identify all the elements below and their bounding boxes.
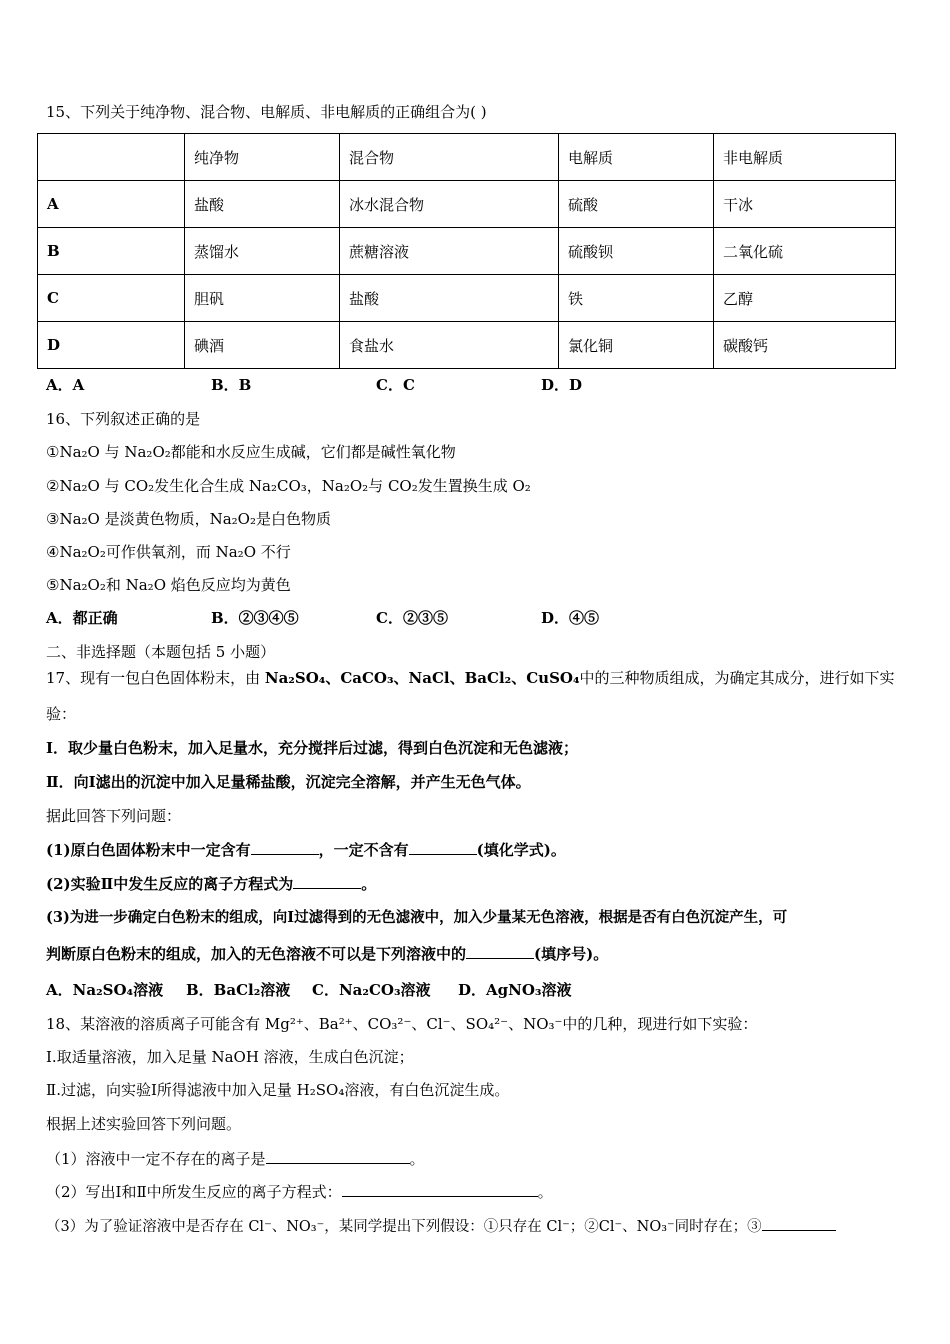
table-row <box>38 275 896 322</box>
table-row <box>38 322 896 369</box>
answer-blank[interactable] <box>342 1182 538 1197</box>
table-header-cell <box>38 134 185 181</box>
q15-options <box>46 375 582 395</box>
q18-step-2: Ⅱ.过滤，向实验Ⅰ所得滤液中加入足量 H₂SO₄溶液，有白色沉淀生成。 <box>46 1081 510 1099</box>
answer-blank[interactable] <box>251 840 319 855</box>
table-row <box>38 181 896 228</box>
q17-part-1 <box>46 840 566 860</box>
table-cell: 干冰 <box>714 181 896 228</box>
q16-statement-1: ①Na₂O 与 Na₂O₂都能和水反应生成碱，它们都是碱性氧化物 <box>46 443 456 461</box>
table-cell: A <box>38 181 185 228</box>
q18-part-1-text: 。 <box>409 1150 425 1168</box>
option-b[interactable]: B．BaCl₂溶液 <box>186 981 291 999</box>
option-c[interactable]: C．C <box>376 376 415 394</box>
q16-options <box>46 608 599 628</box>
q17-part-3: (3)为进一步确定白色粉末的组成，向Ⅰ过滤得到的无色滤液中，加入少量某无色溶液，根据是否有白色沉淀产生，可 <box>46 909 788 926</box>
table-cell: 硫酸钡 <box>559 228 714 275</box>
table-cell: 氯化铜 <box>559 322 714 369</box>
q17-part-2 <box>46 874 376 894</box>
q17-part-1-text: (填化学式)。 <box>476 841 566 859</box>
q18-part-2-text: 。 <box>537 1183 553 1201</box>
q17-stem-text: 中的三种物质组成，为确定其成分，进行如下实 <box>579 669 895 687</box>
table-cell: 二氧化硫 <box>714 228 896 275</box>
table-header-row <box>38 134 896 181</box>
q16-statement-2: ②Na₂O 与 CO₂发生化合生成 Na₂CO₃，Na₂O₂与 CO₂发生置换生成 O₂ <box>46 477 531 495</box>
q18-part-2 <box>46 1182 553 1202</box>
q16-statement-5: ⑤Na₂O₂和 Na₂O 焰色反应均为黄色 <box>46 576 291 594</box>
q17-part-2-text: (2)实验Ⅱ中发生反应的离子方程式为 <box>46 875 294 893</box>
option-a[interactable]: A．都正确 <box>46 609 118 627</box>
q15-table <box>37 133 896 369</box>
table-header-cell: 纯净物 <box>185 134 340 181</box>
table-cell: 铁 <box>559 275 714 322</box>
table-cell: B <box>38 228 185 275</box>
q17-options <box>46 980 571 1000</box>
table-cell: 食盐水 <box>340 322 559 369</box>
q17-part-3-text: (填序号)。 <box>534 945 609 963</box>
q18-step-1: Ⅰ.取适量溶液，加入足量 NaOH 溶液，生成白色沉淀； <box>46 1048 414 1066</box>
answer-blank[interactable] <box>293 874 361 889</box>
q18-part-1 <box>46 1149 425 1169</box>
q17-part-1-text: (1)原白色固体粉末中一定含有 <box>46 841 251 859</box>
q18-part-2-text: （2）写出Ⅰ和Ⅱ中所发生反应的离子方程式： <box>46 1183 342 1201</box>
q15-stem: 15、下列关于纯净物、混合物、电解质、非电解质的正确组合为( ) <box>46 103 487 121</box>
table-cell: 盐酸 <box>340 275 559 322</box>
q18-part-3 <box>46 1216 836 1237</box>
table-cell: 盐酸 <box>185 181 340 228</box>
q16-statement-3: ③Na₂O 是淡黄色物质，Na₂O₂是白色物质 <box>46 510 331 528</box>
table-cell: 乙醇 <box>714 275 896 322</box>
answer-blank[interactable] <box>762 1216 836 1231</box>
table-cell: 冰水混合物 <box>340 181 559 228</box>
table-cell: 蒸馏水 <box>185 228 340 275</box>
q16-statement-4: ④Na₂O₂可作供氧剂，而 Na₂O 不行 <box>46 543 291 561</box>
table-cell: 碳酸钙 <box>714 322 896 369</box>
q17-stem-cont: 验： <box>46 705 77 723</box>
table-cell: 碘酒 <box>185 322 340 369</box>
section-heading: 二、非选择题（本题包括 5 小题） <box>46 643 276 661</box>
option-d[interactable]: D．D <box>541 376 583 394</box>
answer-blank[interactable] <box>409 840 477 855</box>
option-b[interactable]: B．B <box>211 376 252 394</box>
table-header-cell: 电解质 <box>559 134 714 181</box>
q18-part-3-text: （3）为了验证溶液中是否存在 Cl⁻、NO₃⁻，某同学提出下列假设：①只存在 Cl⁻；②Cl⁻、NO₃⁻同时存在；③ <box>46 1219 762 1235</box>
table-row <box>38 228 896 275</box>
table-cell: 蔗糖溶液 <box>340 228 559 275</box>
option-d[interactable]: D．AgNO₃溶液 <box>458 981 572 999</box>
table-cell: 胆矾 <box>185 275 340 322</box>
option-c[interactable]: C．②③⑤ <box>376 609 448 627</box>
option-a[interactable]: A．A <box>46 376 85 394</box>
option-c[interactable]: C．Na₂CO₃溶液 <box>312 981 431 999</box>
q18-stem: 18、某溶液的溶质离子可能含有 Mg²⁺、Ba²⁺、CO₃²⁻、Cl⁻、SO₄²⁻、NO₃⁻中的几种，现进行如下实验： <box>46 1015 758 1033</box>
option-b[interactable]: B．②③④⑤ <box>211 609 299 627</box>
table-cell: 硫酸 <box>559 181 714 228</box>
q17-formulas: Na₂SO₄、CaCO₃、NaCl、BaCl₂、CuSO₄ <box>264 669 580 687</box>
q17-step-2: Ⅱ．向Ⅰ滤出的沉淀中加入足量稀盐酸，沉淀完全溶解，并产生无色气体。 <box>46 773 531 791</box>
q18-prompt: 根据上述实验回答下列问题。 <box>46 1115 242 1133</box>
q17-part-3-text: 判断原白色粉末的组成，加入的无色溶液不可以是下列溶液中的 <box>46 945 467 963</box>
table-cell: D <box>38 322 185 369</box>
q17-part-2-text: 。 <box>361 875 377 893</box>
table-header-cell: 非电解质 <box>714 134 896 181</box>
answer-blank[interactable] <box>466 944 534 959</box>
answer-blank[interactable] <box>266 1149 410 1164</box>
q16-stem: 16、下列叙述正确的是 <box>46 410 201 428</box>
q17-part-1-text: ，一定不含有 <box>318 841 409 859</box>
q17-part-3-cont <box>46 944 608 964</box>
table-cell: C <box>38 275 185 322</box>
table-header-cell: 混合物 <box>340 134 559 181</box>
q18-part-1-text: （1）溶液中一定不存在的离子是 <box>46 1150 266 1168</box>
q17-step-1: Ⅰ．取少量白色粉末，加入足量水，充分搅拌后过滤，得到白色沉淀和无色滤液； <box>46 739 579 757</box>
option-a[interactable]: A．Na₂SO₄溶液 <box>46 981 164 999</box>
option-d[interactable]: D．④⑤ <box>541 609 600 627</box>
q17-prompt: 据此回答下列问题： <box>46 807 182 825</box>
q17-stem <box>46 668 895 688</box>
q17-stem-text: 17、现有一包白色固体粉末，由 <box>46 669 265 687</box>
